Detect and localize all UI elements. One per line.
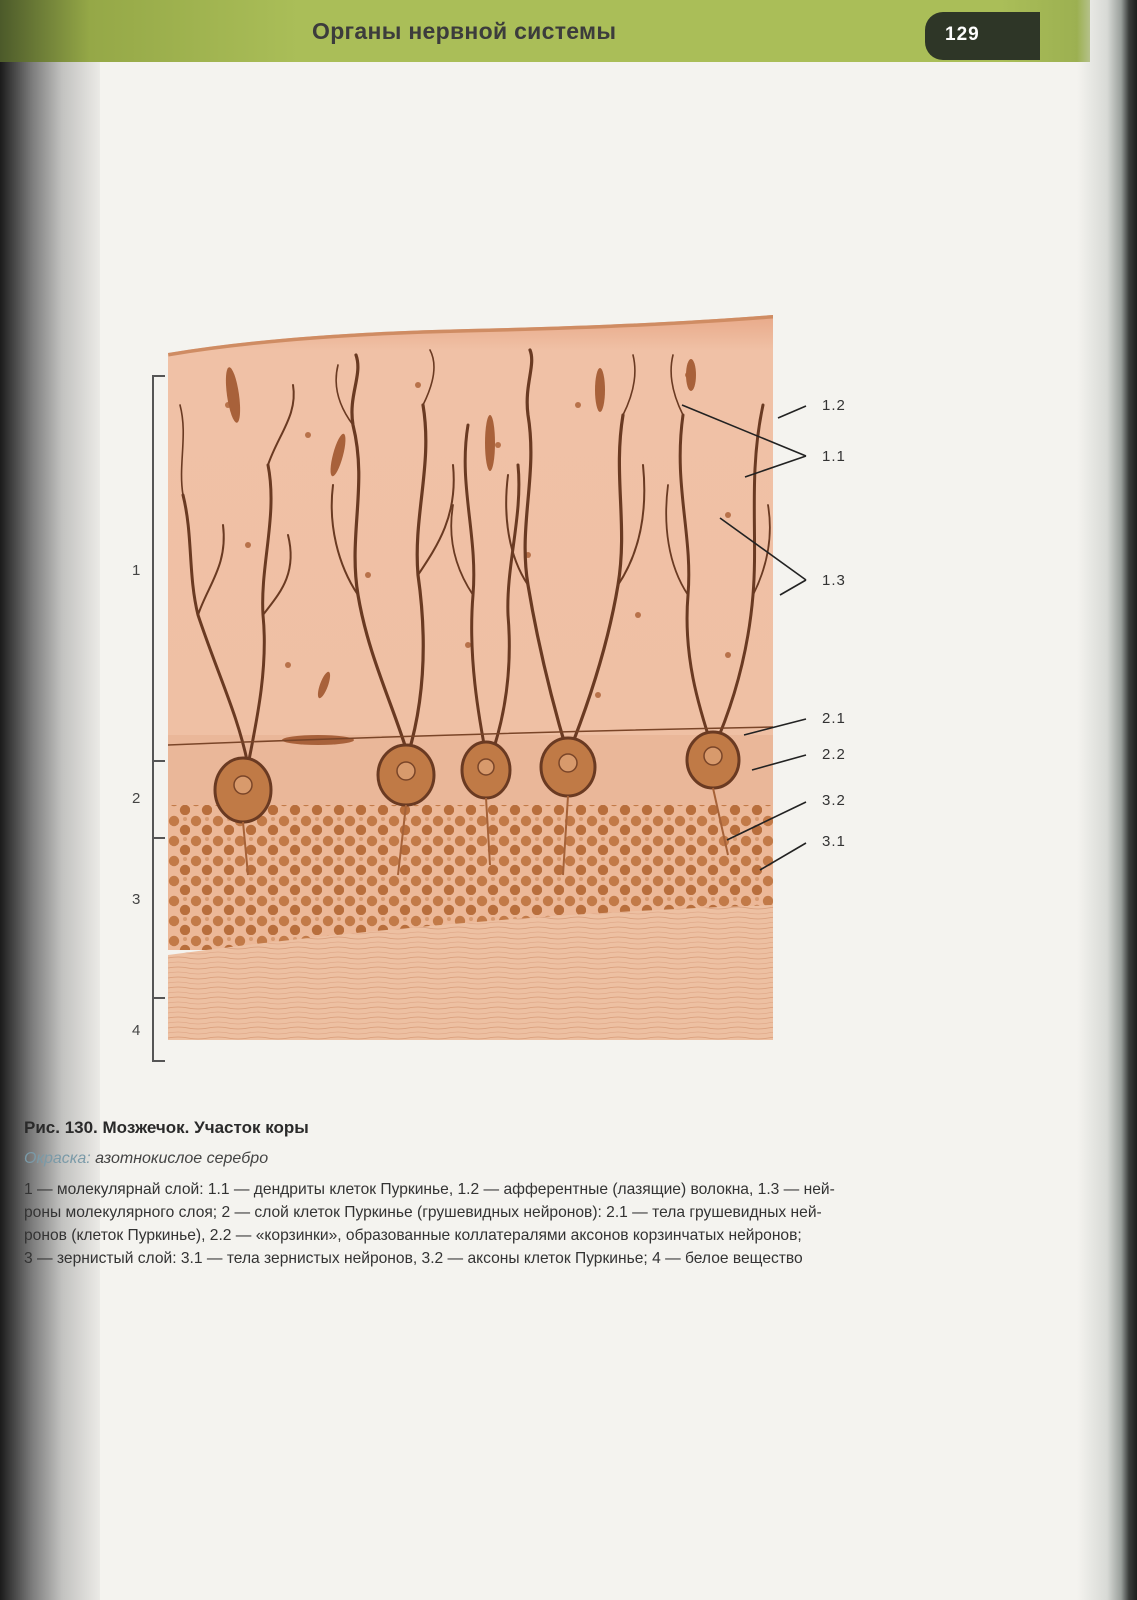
- layer-label-granular: 3: [132, 891, 141, 908]
- cerebellum-drawing: [168, 315, 788, 1060]
- figure-caption-title: [24, 1118, 309, 1138]
- legend-line: роны молекулярного слоя; 2 — слой клеток Пуркинье (грушевидных нейронов): 2.1 — тела грушевидных ней-: [24, 1204, 822, 1221]
- callout-3-2: 3.2: [822, 792, 846, 809]
- callout-1-2: 1.2: [822, 397, 846, 414]
- callout-1-1: 1.1: [822, 448, 846, 465]
- page-number: 129: [945, 24, 980, 45]
- stain-line: [24, 1150, 268, 1168]
- legend-line: 1 — молекулярнай слой: 1.1 — дендриты клеток Пуркинье, 1.2 — афферентные (лазящие) волокна, 1.3 — ней-: [24, 1181, 835, 1198]
- chapter-title: Органы нервной системы: [312, 18, 617, 44]
- stain-label: Окраска:: [24, 1150, 91, 1167]
- page-number-tab: [925, 12, 1040, 60]
- legend-line: ронов (клеток Пуркинье), 2.2 — «корзинки», образованные коллатералями аксонов корзинчатых нейронов;: [24, 1227, 802, 1244]
- callout-1-3: 1.3: [822, 572, 846, 589]
- callout-3-1: 3.1: [822, 833, 846, 850]
- page-right-edge-shadow: [1077, 0, 1137, 1600]
- callout-2-2: 2.2: [822, 746, 846, 763]
- callout-2-1: 2.1: [822, 710, 846, 727]
- stain-value: азотнокислое серебро: [95, 1150, 269, 1167]
- figure-title: Мозжечок. Участок коры: [102, 1118, 309, 1137]
- legend-line: 3 — зернистый слой: 3.1 — тела зернистых нейронов, 3.2 — аксоны клеток Пуркинье; 4 — белое вещество: [24, 1250, 803, 1267]
- layer-label-purkinje: 2: [132, 790, 141, 807]
- figure-legend: [24, 1178, 1014, 1270]
- layer-label-molecular: 1: [132, 562, 141, 579]
- book-spine-shadow: [0, 0, 100, 1600]
- figure-number: Рис. 130.: [24, 1118, 98, 1137]
- layer-label-white-matter: 4: [132, 1022, 141, 1039]
- cerebellum-cortex-illustration: [168, 315, 788, 1060]
